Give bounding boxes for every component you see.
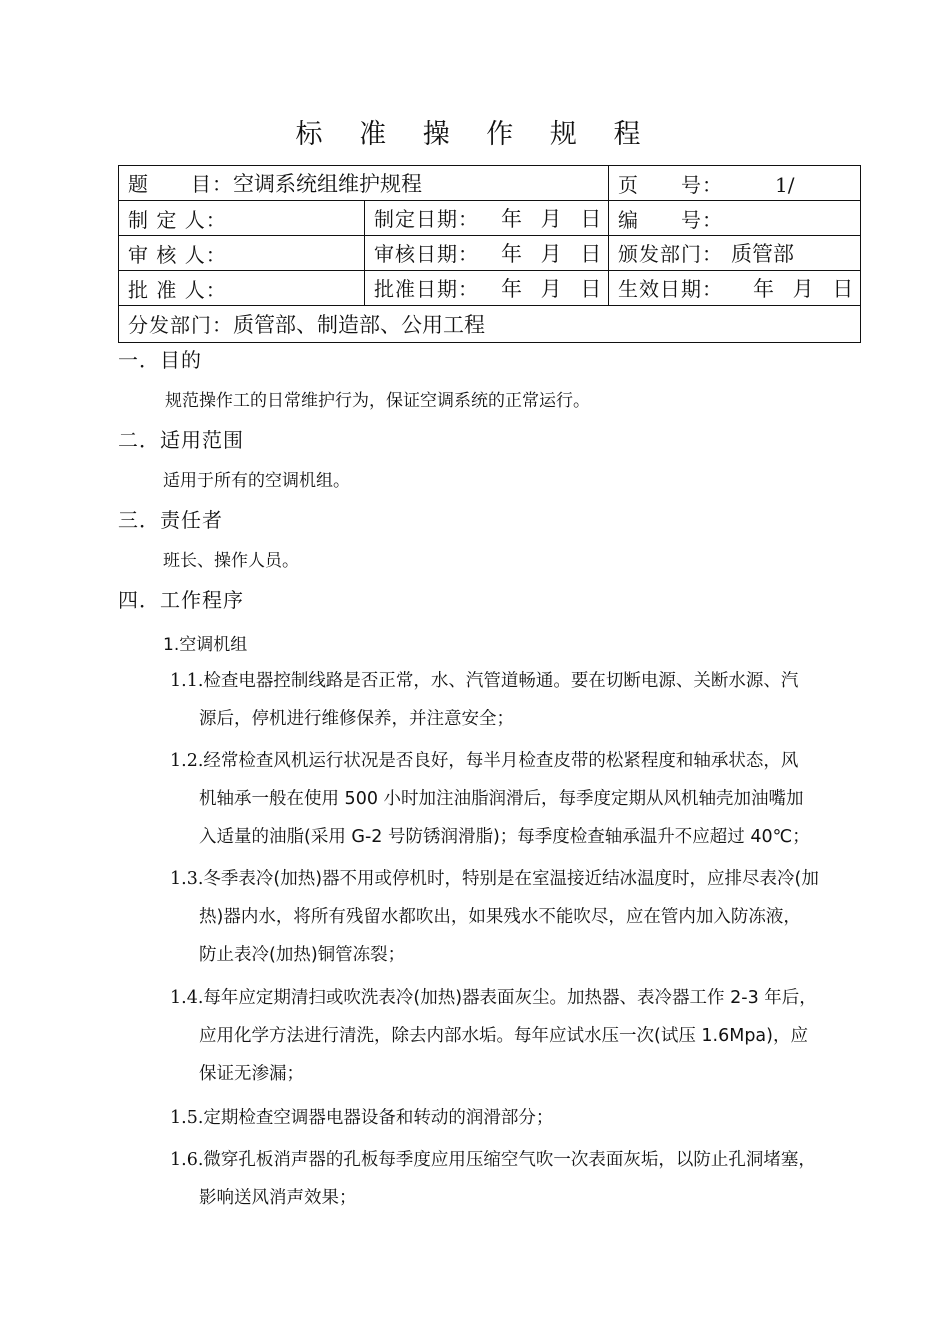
code-label: 编 号： (618, 207, 723, 232)
item-text-line: 经常检查风机运行状况是否良好，每半月检查皮带的松紧程度和轴承状态，风 (203, 751, 799, 771)
distribution-label: 分发部门： (128, 313, 233, 337)
distribution-value: 质管部、制造部、公用工程 (233, 313, 485, 337)
code-cell (609, 201, 861, 236)
procedure-item (170, 742, 860, 856)
item-text-line: 检查电器控制线路是否正常，水、汽管道畅通。要在切断电源、关断水源、汽 (203, 671, 799, 691)
review-date-value: 年 月 日 (501, 242, 608, 266)
drafter-label: 制 定 人： (128, 207, 227, 232)
header-row-draft (119, 201, 861, 236)
section-purpose-heading: 一．目的 (118, 348, 202, 372)
approver-cell (119, 271, 365, 306)
document-title: 标 准 操 作 规 程 (295, 119, 655, 150)
subject-label: 题 目： (128, 172, 233, 196)
subject-cell (119, 166, 609, 201)
item-text-line: 入适量的油脂(采用 G-2 号防锈润滑脂)；每季度检查轴承温升不应超过 40℃； (199, 827, 810, 847)
distribution-cell (119, 306, 861, 343)
item-number: 1.3. (170, 869, 204, 889)
effective-label: 生效日期： (618, 277, 723, 301)
page-cell (609, 166, 861, 201)
section-scope-text: 适用于所有的空调机组。 (163, 471, 350, 491)
section-responsible-text: 班长、操作人员。 (163, 551, 299, 571)
item-text-line: 每年应定期清扫或吹洗表冷(加热)器表面灰尘。加热器、表冷器工作 2-3 年后， (203, 988, 817, 1008)
header-row-distribution (119, 306, 861, 343)
review-date-label: 审核日期： (374, 242, 479, 266)
header-row-review (119, 236, 861, 271)
section-purpose-text: 规范操作工的日常维护行为，保证空调系统的正常运行。 (165, 391, 590, 411)
section-scope-heading: 二．适用范围 (118, 428, 244, 452)
procedure-subheading: 1.空调机组 (163, 635, 248, 655)
item-text-line: 热)器内水，将所有残留水都吹出，如果残水不能吹尽，应在管内加入防冻液， (199, 907, 801, 927)
item-text-line: 冬季表冷(加热)器不用或停机时，特别是在室温接近结冰温度时，应排尽表冷(加 (203, 869, 819, 889)
item-text-line: 影响送风消声效果； (199, 1188, 357, 1208)
effective-value: 年 月 日 (753, 277, 860, 301)
approve-date-cell (365, 271, 609, 306)
issue-dept-value: 质管部 (731, 242, 794, 266)
item-text-line: 应用化学方法进行清洗，除去内部水垢。每年应试水压一次(试压 1.6Mpa)，应 (199, 1026, 808, 1046)
procedure-item (170, 979, 860, 1093)
effective-date-cell (609, 271, 861, 306)
procedure-item (170, 860, 860, 974)
review-date-cell (365, 236, 609, 271)
item-number: 1.6. (170, 1150, 204, 1170)
procedure-item (170, 1099, 860, 1137)
draft-date-value: 年 月 日 (501, 207, 608, 231)
reviewer-cell (119, 236, 365, 271)
approve-date-label: 批准日期： (374, 277, 479, 301)
item-text-line: 防止表冷(加热)铜管冻裂； (199, 945, 406, 965)
draft-date-cell (365, 201, 609, 236)
page-value: 1/ (775, 172, 795, 197)
item-text-line: 定期检查空调器电器设备和转动的润滑部分； (203, 1108, 554, 1128)
draft-date-label: 制定日期： (374, 207, 479, 231)
header-row-approve (119, 271, 861, 306)
issue-dept-cell (609, 236, 861, 271)
item-text-line: 源后，停机进行维修保养，并注意安全； (199, 709, 514, 729)
approve-date-value: 年 月 日 (501, 277, 608, 301)
subject-value: 空调系统组维护规程 (233, 172, 422, 196)
issue-dept-label: 颁发部门： (618, 242, 723, 266)
item-number: 1.5. (170, 1108, 204, 1128)
procedure-item (170, 1141, 860, 1217)
item-number: 1.1. (170, 671, 204, 691)
section-responsible-heading: 三．责任者 (118, 508, 223, 532)
reviewer-label: 审 核 人： (128, 242, 227, 267)
item-text-line: 保证无渗漏； (199, 1064, 304, 1084)
drafter-cell (119, 201, 365, 236)
item-number: 1.4. (170, 988, 204, 1008)
procedure-item (170, 662, 860, 738)
approver-label: 批 准 人： (128, 277, 227, 302)
page-label: 页 号： (618, 172, 723, 197)
item-text-line: 机轴承一般在使用 500 小时加注油脂润滑后，每季度定期从风机轴壳加油嘴加 (199, 789, 804, 809)
section-procedure-heading: 四．工作程序 (118, 588, 244, 612)
item-number: 1.2. (170, 751, 204, 771)
header-row-subject (119, 166, 861, 201)
document-header-table (118, 165, 861, 343)
item-text-line: 微穿孔板消声器的孔板每季度应用压缩空气吹一次表面灰垢，以防止孔洞堵塞， (203, 1150, 816, 1170)
